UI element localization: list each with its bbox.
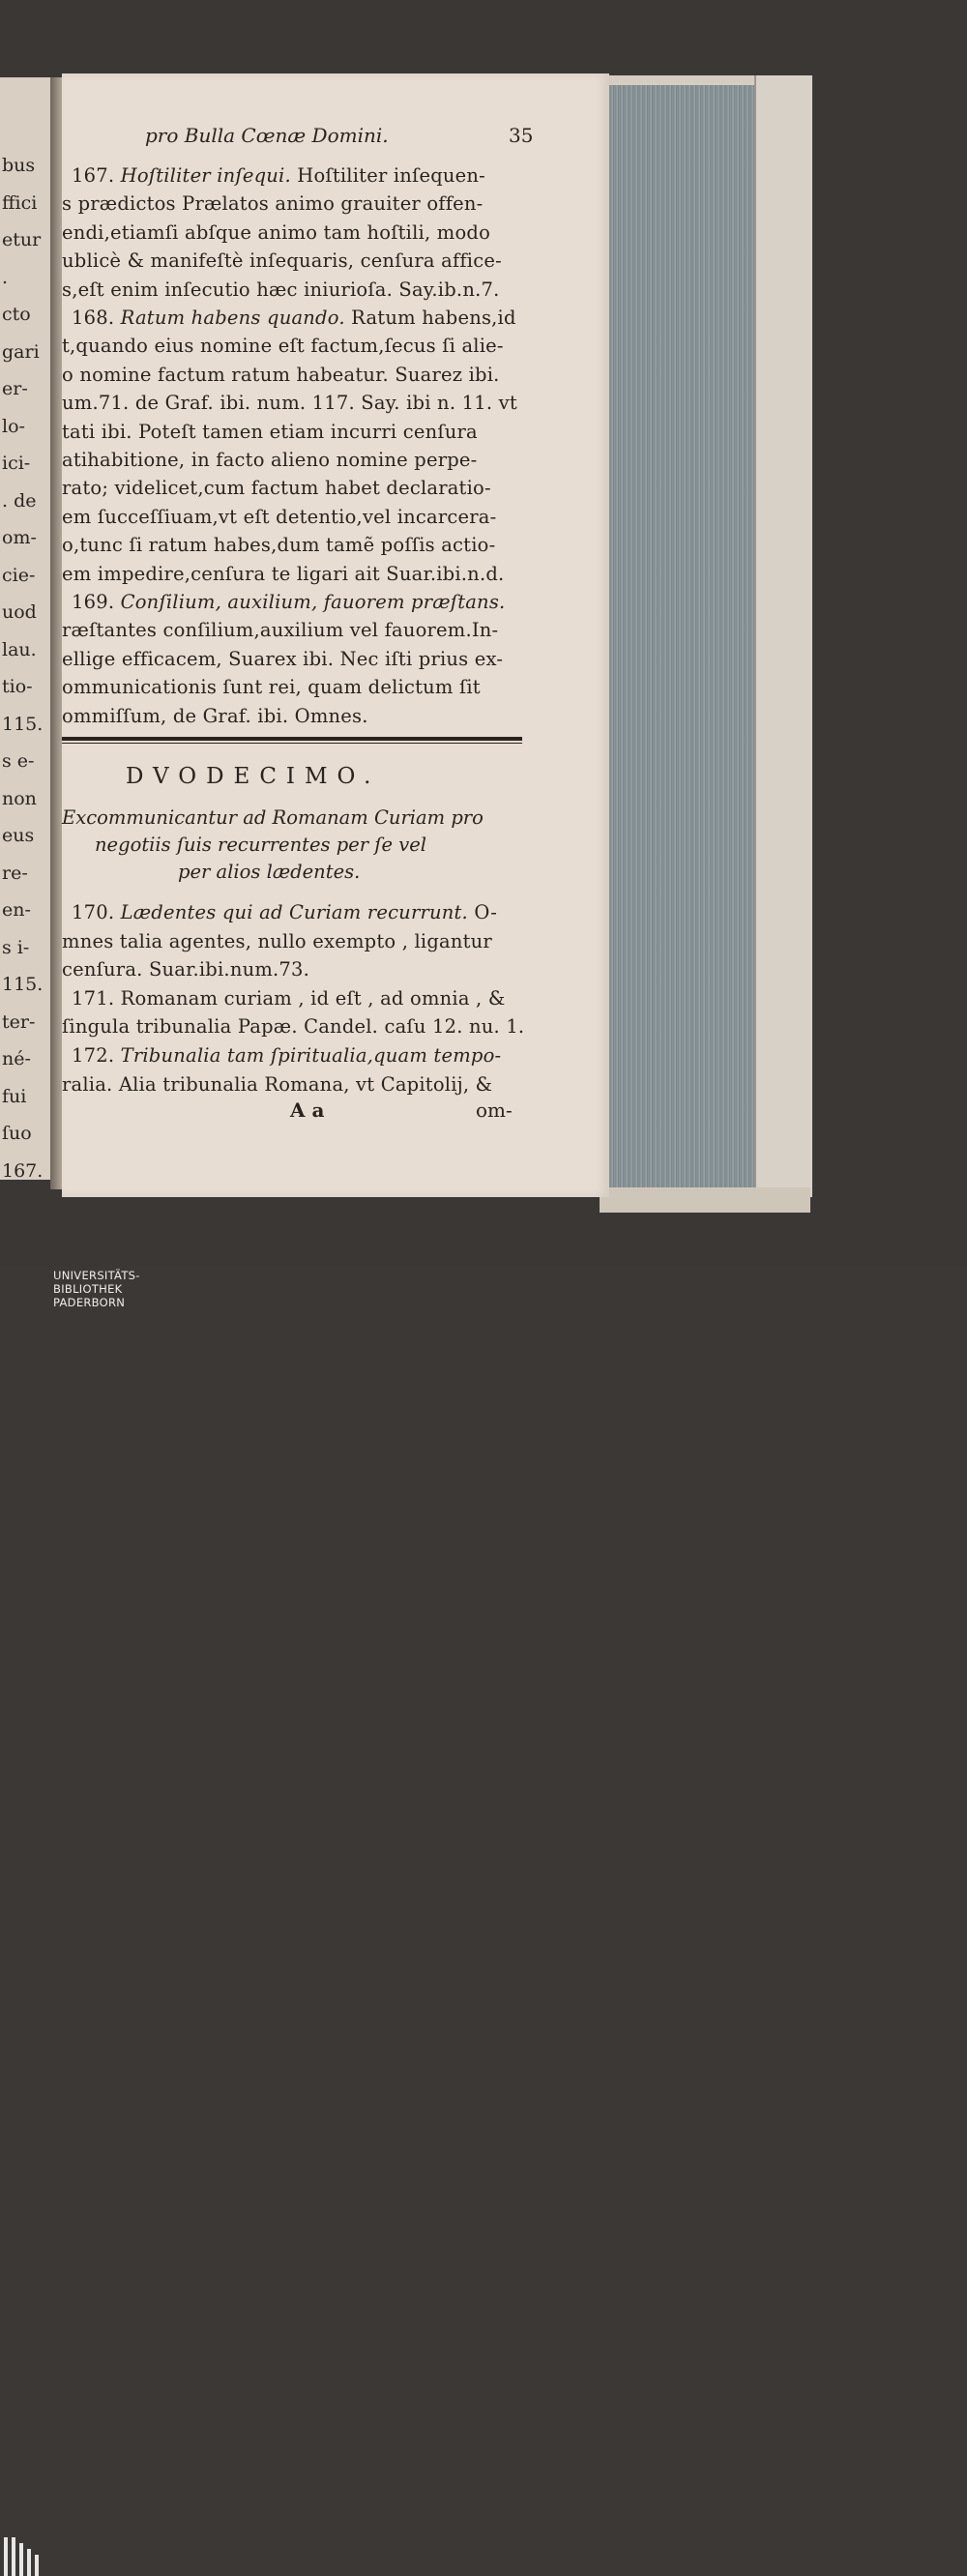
text-line [62,192,483,215]
text-line [72,1044,501,1067]
subheading-line-3: per alios lædentes. [178,861,361,883]
text-line [62,705,368,727]
line-text: rato; videlicet,cum factum habet declaratio- [62,477,491,500]
left-page-fragment: cto [2,304,31,325]
paragraph-number: 172. [72,1044,121,1067]
left-page-fragment: s i- [2,936,30,958]
text-line [62,930,492,952]
left-page-fragment: ffici [2,191,38,214]
italic-lemma: Conſilium, auxilium, fauorem præſtans. [120,591,506,613]
text-line [62,392,517,414]
text-line [62,619,498,641]
text-line [62,676,481,698]
left-page-fragment: eus [2,825,35,846]
left-page-fragment: bus [2,155,36,176]
line-text: ommunicationis ſunt rei, quam delictum ſit [62,676,481,699]
library-name-line-1: UNIVERSITÄTS- [53,1269,140,1282]
scan-background [0,0,967,1267]
left-page-fragment: ſuo [2,1123,32,1144]
text-line [62,648,503,670]
italic-lemma: Lædentes qui ad Curiam recurrunt. [120,901,468,923]
text-line [62,421,478,443]
left-page-fragment: 167. [2,1159,44,1180]
text-line [72,901,497,923]
left-page-fragment: s e- [2,750,35,772]
line-text: s,eſt enim inſecutio hæc iniurioſa. Say.ib.n.7. [62,278,500,301]
paragraph-number: 168. [72,307,121,329]
italic-lemma: Tribunalia tam ſpiritualia,quam tempo- [120,1044,502,1067]
running-header: pro Bulla Cœnæ Domini. [145,124,389,147]
line-text: mnes talia agentes, nullo exempto , ligantur [62,929,492,952]
left-page-fragment: fui [2,1085,27,1107]
left-page-fragment: ici- [2,453,31,474]
line-text: Ratum habens,id [344,307,516,329]
left-page-fragment: er- [2,378,28,399]
line-text: cenſura. Suar.ibi.num.73. [62,958,310,981]
line-text: s prædictos Prælatos animo grauiter offen- [62,192,484,216]
text-line [62,1015,524,1038]
italic-lemma: Ratum habens quando. [120,307,345,329]
line-text: ellige efficacem, Suarex ibi. Nec iſti prius ex- [62,647,504,670]
library-name-line-3: PADERBORN [53,1296,126,1309]
line-text: ublicè & manifeſtè inſequaris, cenſura affice- [62,249,502,273]
left-page-fragment: . de [2,489,37,512]
text-line [62,278,500,301]
signature-mark: A a [290,1098,325,1122]
line-text: o nomine factum ratum habeatur. Suarez ibi. [62,363,500,386]
text-line [72,591,505,613]
left-page-fragment: etur [2,229,42,250]
library-name-line-2: BIBLIOTHEK [53,1282,123,1296]
section-heading: DVODECIMO. [126,764,381,789]
left-page-fragment: cie- [2,564,36,586]
text-line [62,534,495,556]
text-line [62,249,502,272]
line-text: ſingula tribunalia Papæ. Candel. caſu 12. nu. 1. [62,1015,525,1039]
line-text: O- [467,901,498,923]
text-line [62,477,491,499]
line-text: em impedire,cenſura te ligari ait Suar.ibi.n.d. [62,562,505,585]
line-text: um.71. de Graf. ibi. num. 117. Say. ibi n. 11. vt [62,392,517,415]
left-page-fragment: . [2,266,9,288]
text-line [62,449,477,471]
line-text: Romanam curiam , id eſt , ad omnia , & [120,986,506,1010]
section-rule-thin [62,743,522,744]
paragraph-number: 167. [72,164,121,187]
library-logo-icon [4,2537,43,2576]
text-line [72,307,516,329]
left-page-fragment: 115. [2,713,44,735]
cover-bottom [600,1187,810,1213]
left-page-fragment: en- [2,899,31,921]
text-line [72,987,505,1010]
left-page-fragment: 115. [2,974,44,995]
line-text: Hoſtiliter inſequen- [290,164,485,187]
section-rule [62,737,522,741]
line-text: tati ibi. Poteſt tamen etiam incurri cenſura [62,420,478,443]
left-page-fragment: tio- [2,676,33,697]
line-text: atihabitione, in facto alieno nomine perpe- [62,449,478,471]
left-page-fragment: lau. [2,638,37,660]
text-line [72,164,485,187]
library-footer [0,1267,967,1317]
text-line [62,563,504,585]
left-page-fragment: lo- [2,415,25,437]
catchword: om- [476,1098,513,1122]
line-text: ommiſſum, de Graf. ibi. Omnes. [62,704,368,727]
left-page-fragment: ter- [2,1010,36,1033]
paragraph-number: 171. [72,986,121,1010]
paragraph-number: 170. [72,901,121,923]
page-fore-edge [607,85,756,1195]
left-page-fragment: gari [2,340,40,363]
subheading-line-2: negotiis ſuis recurrentes per ſe vel [95,834,427,856]
text-line [62,335,504,357]
line-text: ralia. Alia tribunalia Romana, vt Capitolij, & [62,1072,493,1096]
left-page-fragment: om- [2,527,37,548]
left-page-fragment: non [2,787,37,809]
text-line [62,364,500,386]
line-text: em ſucceſſiuam,vt eſt detentio,vel incarcera- [62,505,497,528]
left-page-fragment: re- [2,862,28,884]
left-page-edge [0,77,58,1180]
italic-lemma: Hoſtiliter inſequi. [120,164,291,187]
page-number: 35 [509,124,534,147]
line-text: t,quando eius nomine eſt factum,ſecus ſi alie- [62,335,504,358]
line-text: ræſtantes conſilium,auxilium vel fauorem.In- [62,619,499,642]
text-line [62,958,309,981]
right-page [62,73,609,1197]
left-page-fragment: uod [2,601,37,623]
text-line [62,221,490,244]
paragraph-number: 169. [72,591,121,613]
book-cover [754,75,812,1197]
text-line [62,1073,492,1096]
subheading-line-1: Excommunicantur ad Romanam Curiam pro [62,806,484,829]
line-text: endi,etiamſi abſque animo tam hoſtili, modo [62,220,491,244]
line-text: o,tunc ſi ratum habes,dum tamẽ poſſis actio- [62,534,496,557]
left-page-fragment: né- [2,1048,31,1069]
text-line [62,506,496,528]
